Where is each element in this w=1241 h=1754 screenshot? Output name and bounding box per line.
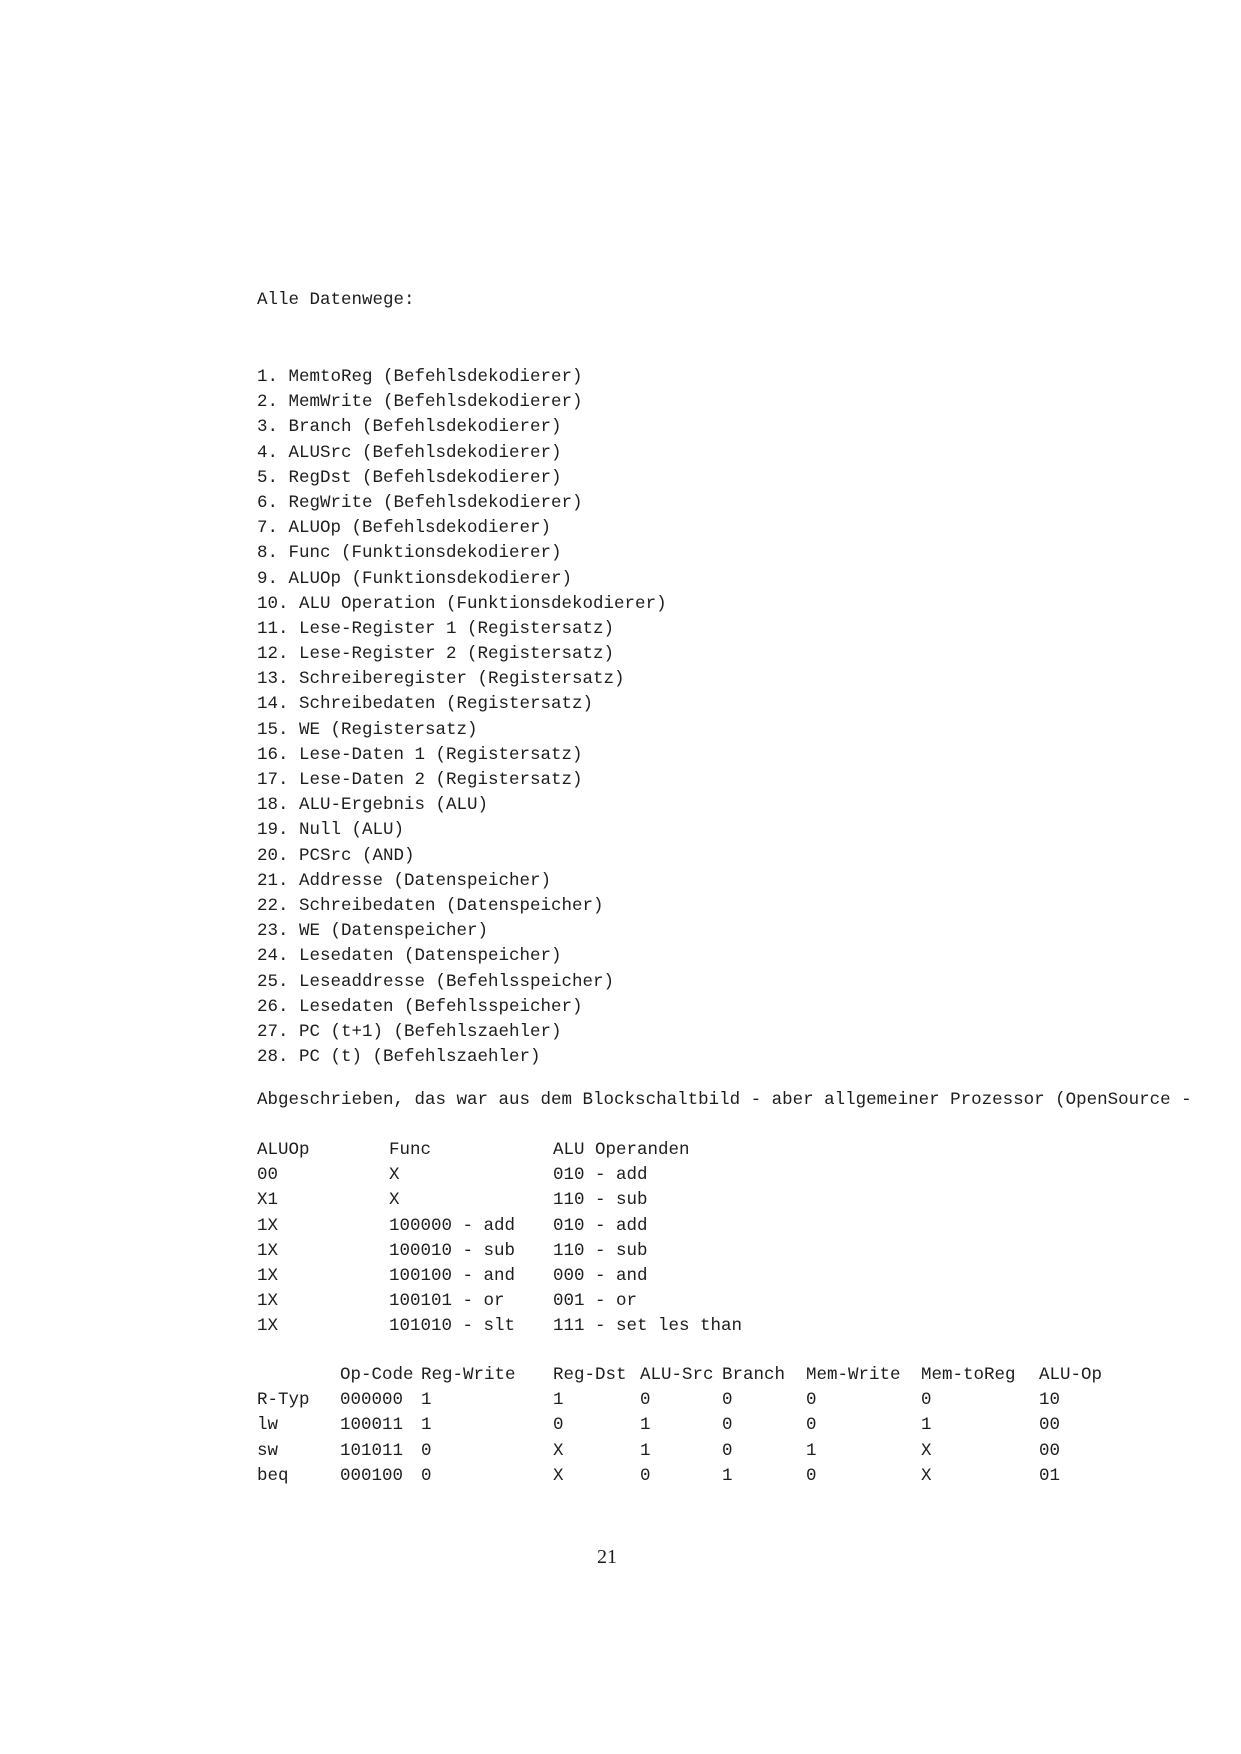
table-cell: 001 - or [553,1291,638,1312]
column-header: ALUOp [257,1140,310,1160]
table-cell: 100010 - sub [389,1240,516,1261]
datapath-item: 10. ALU Operation (Funktionsdekodierer) [257,593,667,614]
datapath-item: 7. ALUOp (Befehlsdekodierer) [257,518,552,539]
table-cell: 0 [722,1415,733,1436]
datapath-item: 21. Addresse (Datenspeicher) [257,870,552,891]
datapath-item: 8. Func (Funktionsdekodierer) [257,543,562,564]
table-cell: X [389,1165,400,1186]
table-cell: 1 [421,1390,432,1411]
column-header: ALU Operanden [553,1140,690,1160]
datapath-item: 3. Branch (Befehlsdekodierer) [257,417,562,438]
datapath-item: 1. MemtoReg (Befehlsdekodierer) [257,367,583,387]
table-row [257,1388,1217,1413]
datapath-item: 16. Lese-Daten 1 (Registersatz) [257,744,583,765]
table-cell: X [921,1440,932,1461]
table-cell: 111 - set les than [553,1316,743,1337]
page-title: Alle Datenwege: [257,290,415,310]
table-cell: 1 [640,1440,651,1461]
table-cell: 0 [722,1440,733,1461]
table-row [257,1464,1217,1489]
datapath-item: 20. PCSrc (AND) [257,845,415,866]
table-cell: X1 [257,1190,279,1211]
datapath-item: 26. Lesedaten (Befehlsspeicher) [257,996,583,1017]
table-cell: 100000 - add [389,1215,516,1236]
table-cell: 100100 - and [389,1265,516,1286]
table-cell: 01 [1039,1465,1061,1486]
datapath-item: 17. Lese-Daten 2 (Registersatz) [257,770,583,790]
table-cell: 1 [553,1390,564,1411]
column-header: ALU-Op [1039,1365,1103,1385]
datapath-item: 19. Null (ALU) [257,820,405,841]
table-header-row [257,1363,1217,1388]
table-cell: 10 [1039,1390,1061,1411]
table-cell: 110 - sub [553,1240,648,1261]
datapath-item: 15. WE (Registersatz) [257,719,478,740]
table-cell: 1X [257,1316,279,1337]
table-cell: 0 [640,1390,651,1411]
table-cell: 1 [640,1415,651,1436]
table-cell: 000000 [340,1390,404,1411]
column-header: Op-Code [340,1365,414,1385]
datapath-item: 9. ALUOp (Funktionsdekodierer) [257,568,573,589]
aluop-func-table [257,1138,1217,1340]
table-cell: 00 [257,1165,279,1186]
table-cell: 00 [1039,1415,1061,1436]
table-cell: lw [257,1415,279,1436]
table-cell: X [389,1190,400,1211]
datapath-item: 14. Schreibedaten (Registersatz) [257,694,594,715]
table-cell: 1X [257,1265,279,1286]
datapath-item: 2. MemWrite (Befehlsdekodierer) [257,392,583,413]
column-header: Mem-toReg [921,1365,1016,1385]
column-header: Mem-Write [806,1365,901,1385]
datapath-item: 27. PC (t+1) (Befehlszaehler) [257,1021,562,1042]
table-cell: 0 [421,1440,432,1461]
table-cell: 1 [421,1415,432,1436]
datapath-item: 4. ALUSrc (Befehlsdekodierer) [257,442,562,463]
table-row [257,1214,1217,1239]
datapath-item: 18. ALU-Ergebnis (ALU) [257,795,489,816]
column-header: Reg-Write [421,1365,516,1385]
column-header: Func [389,1140,432,1160]
table-row [257,1239,1217,1264]
table-cell: 0 [806,1415,817,1436]
table-row [257,1439,1217,1464]
table-cell: 1 [806,1440,817,1461]
table-cell: 000100 [340,1465,404,1486]
datapath-item: 13. Schreiberegister (Registersatz) [257,669,625,690]
table-row [257,1163,1217,1188]
table-header-row [257,1138,1217,1163]
table-row [257,1289,1217,1314]
table-cell: X [553,1465,564,1486]
table-cell: 1X [257,1291,279,1312]
table-cell: 0 [722,1390,733,1411]
column-header: Branch [722,1365,786,1385]
page-number: 21 [597,1546,617,1568]
table-cell: X [921,1465,932,1486]
datapath-item: 6. RegWrite (Befehlsdekodierer) [257,492,583,513]
table-cell: 110 - sub [553,1190,648,1211]
table-row [257,1188,1217,1213]
table-cell: 0 [806,1465,817,1486]
table-cell: R-Typ [257,1390,310,1411]
table-cell: 010 - add [553,1165,648,1186]
table-cell: 1 [921,1415,932,1436]
table-cell: sw [257,1440,279,1461]
table-cell: 0 [921,1390,932,1411]
datapath-item: 28. PC (t) (Befehlszaehler) [257,1047,541,1068]
datapath-list [257,365,667,1070]
column-header: Reg-Dst [553,1365,627,1385]
datapath-item: 12. Lese-Register 2 (Registersatz) [257,644,615,665]
table-cell: X [553,1440,564,1461]
datapath-item: 23. WE (Datenspeicher) [257,921,489,942]
table-cell: beq [257,1465,289,1486]
datapath-item: 24. Lesedaten (Datenspeicher) [257,946,562,967]
table-row [257,1264,1217,1289]
table-cell: 100101 - or [389,1291,505,1312]
transcription-note: Abgeschrieben, das war aus dem Blockschaltbild - aber allgemeiner Prozessor (OpenSource - [257,1090,1203,1110]
table-cell: 0 [421,1465,432,1486]
control-signal-table [257,1363,1217,1489]
table-cell: 0 [640,1465,651,1486]
datapath-item: 22. Schreibedaten (Datenspeicher) [257,895,604,916]
datapath-item: 5. RegDst (Befehlsdekodierer) [257,467,562,488]
column-header: ALU-Src [640,1365,714,1385]
table-cell: 000 - and [553,1265,648,1286]
datapath-item: 25. Leseaddresse (Befehlsspeicher) [257,971,615,992]
table-cell: 00 [1039,1440,1061,1461]
table-row [257,1314,1217,1339]
table-cell: 010 - add [553,1215,648,1236]
datapath-item: 11. Lese-Register 1 (Registersatz) [257,618,615,639]
table-row [257,1413,1217,1438]
table-cell: 1X [257,1215,279,1236]
table-cell: 1 [722,1465,733,1486]
table-cell: 101010 - slt [389,1316,516,1337]
table-cell: 101011 [340,1440,404,1461]
table-cell: 1X [257,1240,279,1261]
table-cell: 0 [553,1415,564,1436]
table-cell: 0 [806,1390,817,1411]
table-cell: 100011 [340,1415,404,1436]
